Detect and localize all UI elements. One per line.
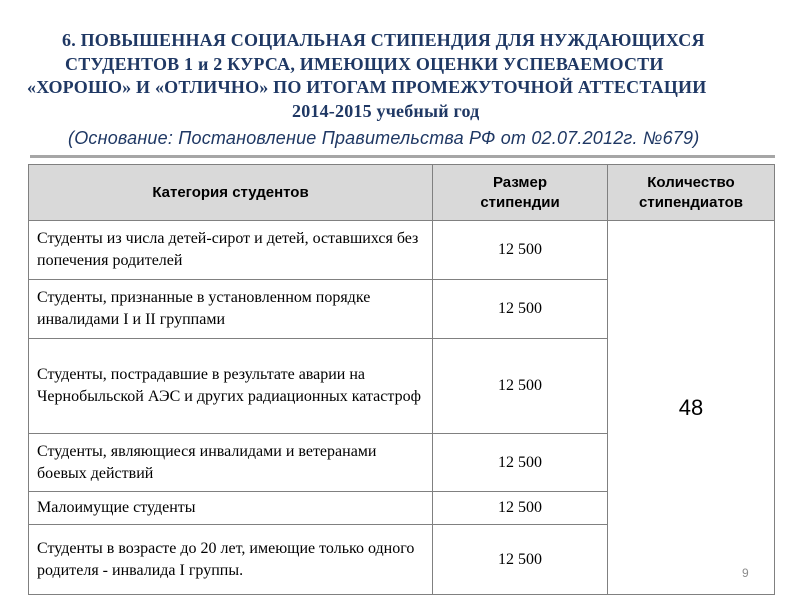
table-header-row xyxy=(29,165,775,221)
row-amount: 12 500 xyxy=(433,221,608,280)
row-category: Студенты из числа детей-сирот и детей, оставшихся без попечения родителей xyxy=(29,221,433,280)
header-category: Категория студентов xyxy=(29,165,433,221)
row-category: Студенты в возрасте до 20 лет, имеющие только одного родителя - инвалида I группы. xyxy=(29,525,433,595)
row-category: Студенты, пострадавшие в результате аварии на Чернобыльской АЭС и других радиационных катастроф xyxy=(29,339,433,434)
total-count: 48 xyxy=(608,221,775,595)
heading-line-1: 6. ПОВЫШЕННАЯ СОЦИАЛЬНАЯ СТИПЕНДИЯ ДЛЯ НУЖДАЮЩИХСЯ xyxy=(62,30,705,50)
row-category: Студенты, признанные в установленном порядке инвалидами I и II группами xyxy=(29,280,433,339)
heading-year: 2014-2015 учебный год xyxy=(292,101,480,121)
header-count xyxy=(608,165,775,221)
row-amount: 12 500 xyxy=(433,339,608,434)
row-amount: 12 500 xyxy=(433,492,608,525)
header-amount xyxy=(433,165,608,221)
page-number: 9 xyxy=(742,566,749,580)
header-count-label: Количество стипендиатов xyxy=(639,173,743,211)
row-amount: 12 500 xyxy=(433,280,608,339)
row-category: Студенты, являющиеся инвалидами и ветеранами боевых действий xyxy=(29,434,433,492)
heading-basis: (Основание: Постановление Правительства РФ от 02.07.2012г. №679) xyxy=(68,128,700,148)
heading-line-2: СТУДЕНТОВ 1 и 2 КУРСА, ИМЕЮЩИХ ОЦЕНКИ УСПЕВАЕМОСТИ xyxy=(65,54,664,74)
scholarship-table xyxy=(28,164,775,595)
heading-line-3: «ХОРОШО» И «ОТЛИЧНО» ПО ИТОГАМ ПРОМЕЖУТОЧНОЙ АТТЕСТАЦИИ xyxy=(27,77,707,97)
row-amount: 12 500 xyxy=(433,434,608,492)
row-amount: 12 500 xyxy=(433,525,608,595)
row-category: Малоимущие студенты xyxy=(29,492,433,525)
table-row xyxy=(29,221,775,280)
divider xyxy=(30,155,775,158)
header-amount-label: Размер стипендии xyxy=(480,173,560,211)
